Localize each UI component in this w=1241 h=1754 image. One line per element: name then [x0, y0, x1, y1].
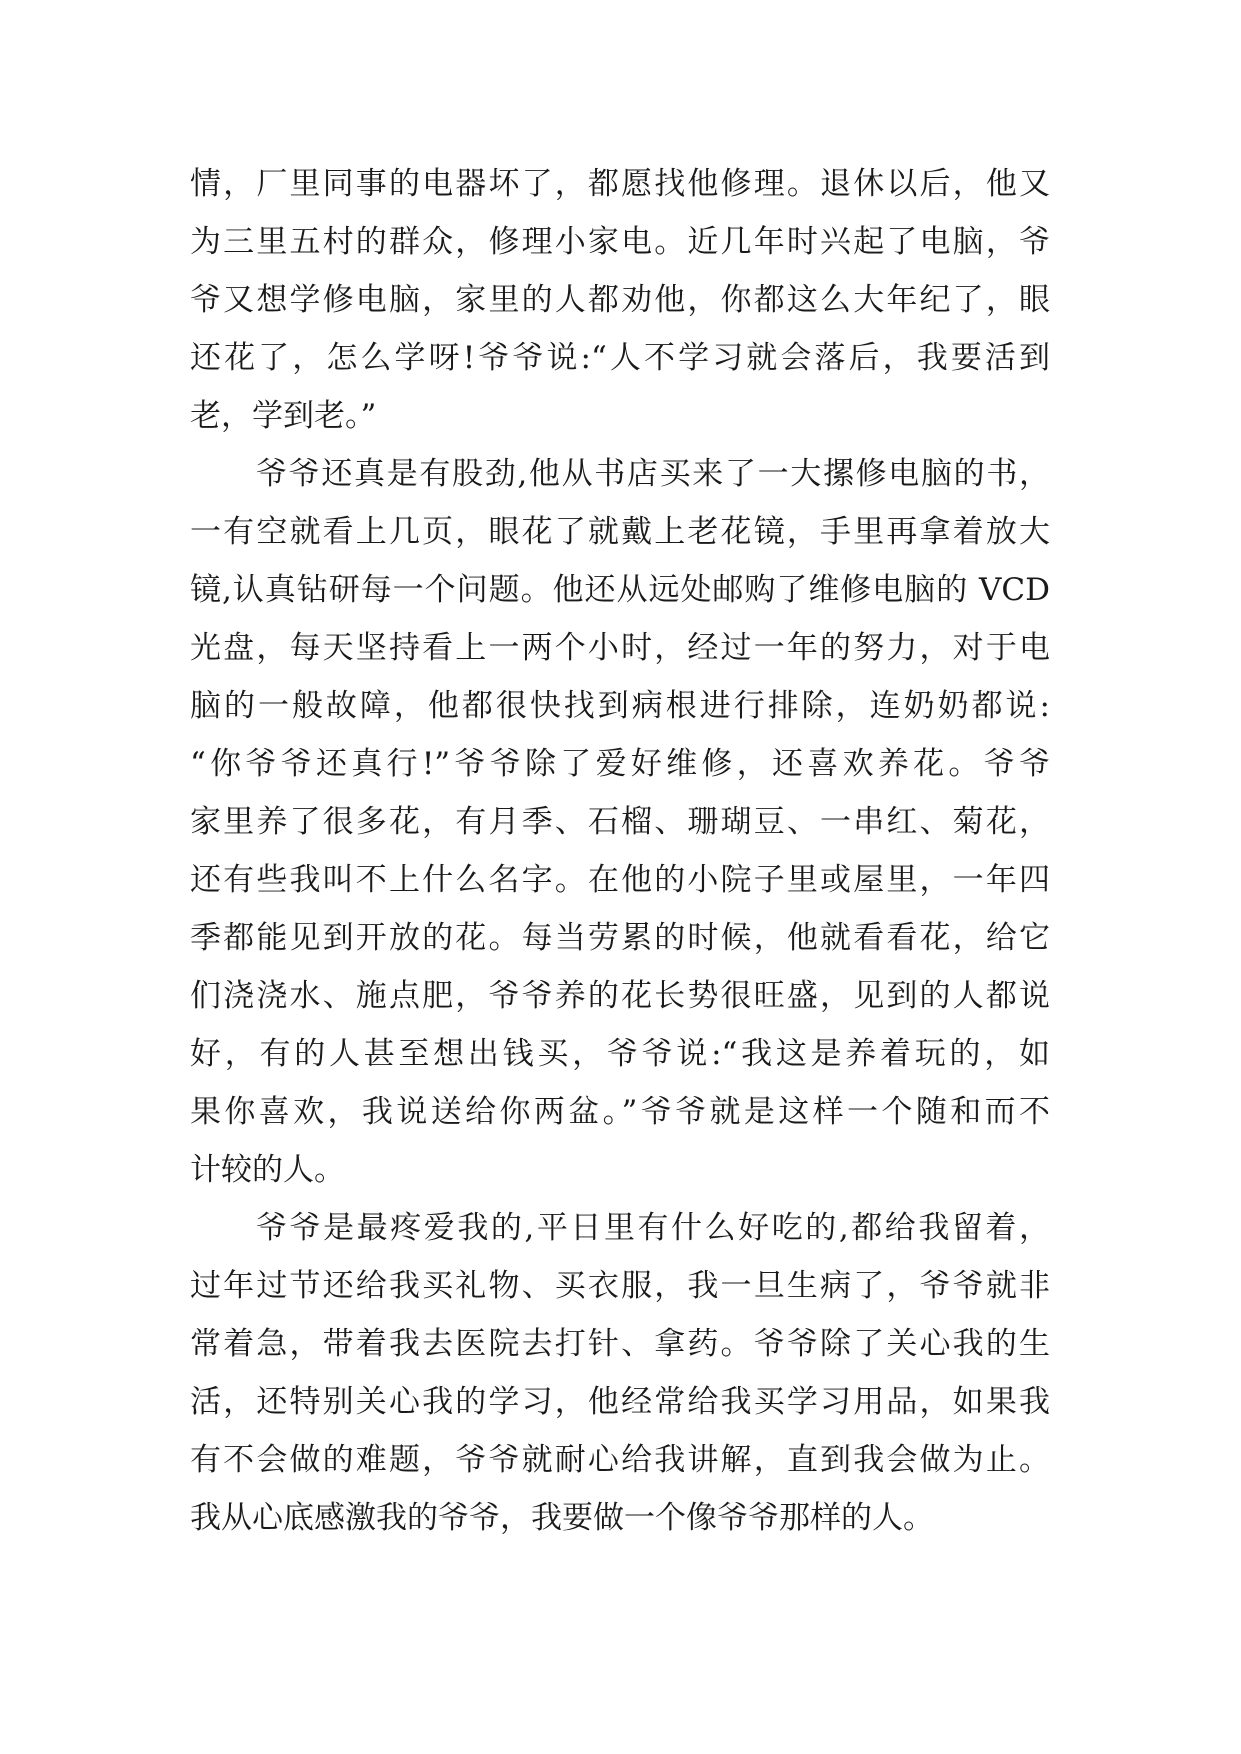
- text-line: 脑的一般故障，他都很快找到病根进行排除，连奶奶都说:: [190, 688, 1050, 724]
- text-line: “你爷爷还真行!”爷爷除了爱好维修，还喜欢养花。爷爷: [190, 746, 1050, 782]
- text-line: 过年过节还给我买礼物、买衣服，我一旦生病了，爷爷就非: [190, 1268, 1050, 1304]
- text-line: 季都能见到开放的花。每当劳累的时候，他就看看花，给它: [190, 920, 1050, 956]
- text-line: 情，厂里同事的电器坏了，都愿找他修理。退休以后，他又: [190, 166, 1050, 202]
- text-line: 果你喜欢，我说送给你两盆。”爷爷就是这样一个随和而不: [190, 1094, 1050, 1130]
- paragraph-1: [190, 155, 1050, 445]
- text-line: 一有空就看上几页，眼花了就戴上老花镜，手里再拿着放大: [190, 514, 1050, 550]
- text-line: 常着急，带着我去医院去打针、拿药。爷爷除了关心我的生: [190, 1326, 1050, 1362]
- text-line: 还有些我叫不上什么名字。在他的小院子里或屋里，一年四: [190, 862, 1050, 898]
- text-line: 为三里五村的群众，修理小家电。近几年时兴起了电脑，爷: [190, 224, 1050, 260]
- text-line: 光盘，每天坚持看上一两个小时，经过一年的努力，对于电: [190, 630, 1050, 666]
- text-line: 爷爷还真是有股劲,他从书店买来了一大摞修电脑的书，: [256, 456, 1050, 492]
- paragraph-2: [190, 445, 1050, 1199]
- text-line: 活，还特别关心我的学习，他经常给我买学习用品，如果我: [190, 1384, 1050, 1420]
- text-line: 镜,认真钻研每一个问题。他还从远处邮购了维修电脑的 VCD: [190, 572, 1050, 608]
- text-line: 老，学到老。”: [190, 398, 377, 434]
- text-line: 计较的人。: [190, 1152, 345, 1188]
- text-line: 还花了，怎么学呀!爷爷说:“人不学习就会落后，我要活到: [190, 340, 1050, 376]
- paragraph-3: [190, 1199, 1050, 1547]
- text-line: 爷又想学修电脑，家里的人都劝他，你都这么大年纪了，眼: [190, 282, 1050, 318]
- text-line: 们浇浇水、施点肥，爷爷养的花长势很旺盛，见到的人都说: [190, 978, 1050, 1014]
- text-line: 有不会做的难题，爷爷就耐心给我讲解，直到我会做为止。: [190, 1442, 1050, 1478]
- text-line: 爷爷是最疼爱我的,平日里有什么好吃的,都给我留着，: [256, 1210, 1050, 1246]
- text-line: 家里养了很多花，有月季、石榴、珊瑚豆、一串红、菊花，: [190, 804, 1050, 840]
- text-line: 我从心底感激我的爷爷，我要做一个像爷爷那样的人。: [190, 1500, 934, 1536]
- text-line: 好，有的人甚至想出钱买，爷爷说:“我这是养着玩的，如: [190, 1036, 1050, 1072]
- document-page: [190, 155, 1050, 1547]
